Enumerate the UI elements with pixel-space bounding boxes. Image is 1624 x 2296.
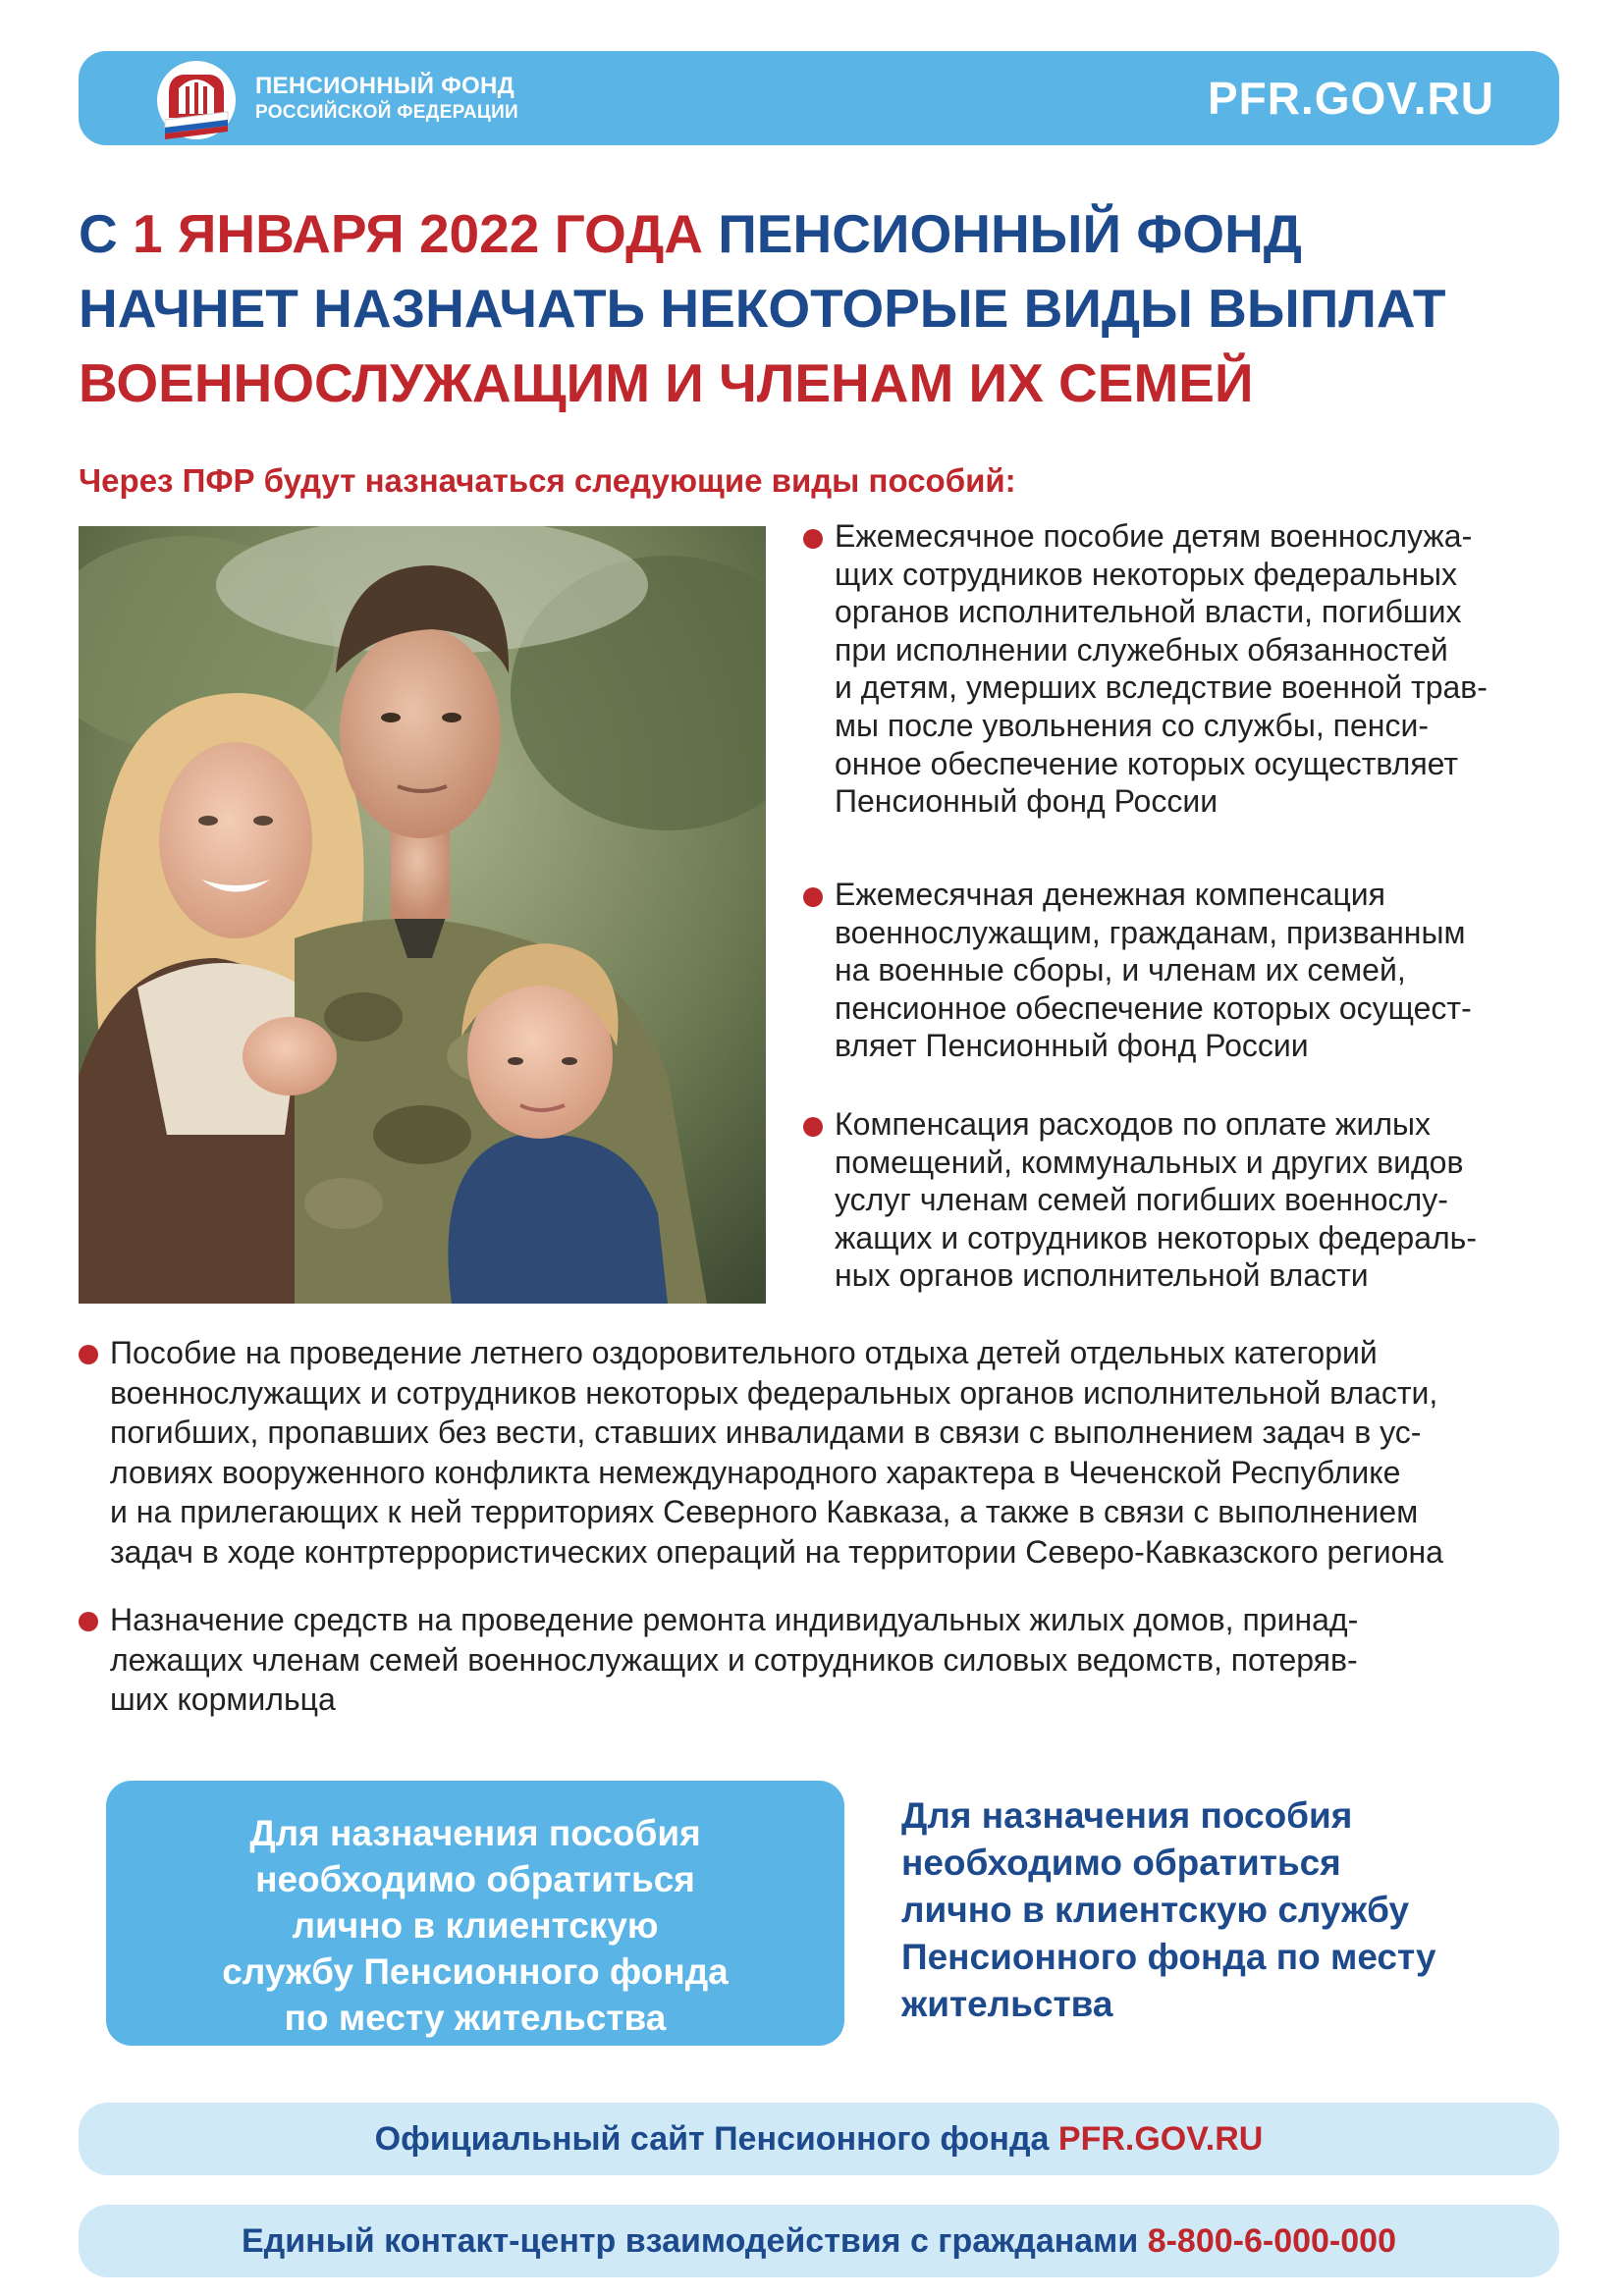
header-bar	[79, 51, 1559, 145]
org-name-line2: РОССИЙСКОЙ ФЕДЕРАЦИИ	[255, 102, 519, 123]
official-site-link[interactable]: PFR.GOV.RU	[1057, 2120, 1264, 2158]
family-photo	[79, 526, 766, 1304]
official-site-bar	[79, 2103, 1559, 2175]
benefit-item	[803, 517, 1589, 821]
benefit-item	[79, 1333, 1591, 1572]
bullet-icon	[79, 1612, 98, 1631]
page-title	[79, 196, 1571, 420]
title-suffix: ПЕНСИОННЫЙ ФОНД	[703, 203, 1302, 264]
bullet-icon	[803, 887, 823, 907]
benefit-text: Ежемесячная денежная компенсация военнослужащим, гражданам, призванным на военные сборы, и членам их семей, пенсионное обеспечение которых осущест- вляет Пенсионный фонд России	[835, 877, 1472, 1064]
benefit-text: Пособие на проведение летнего оздоровительного отдыха детей отдельных категорий военнослужащих и сотрудников некоторых федеральных органов исполнительной власти, погибших, пропавших без вести, ставших инвалидами в связи с выполнением задач в ус- ловиях вооруженного конфликта немеждународного характера в Чеченской Республике и на прилегающих к ней территориях Северного Кавказа, а также в связи с выполнением задач в ходе контртеррористических операций на территории Северо-Кавказского региона	[110, 1335, 1443, 1570]
title-date: 1 ЯНВАРЯ 2022 ГОДА	[133, 203, 703, 264]
benefit-item	[803, 876, 1589, 1065]
header-site-link[interactable]: PFR.GOV.RU	[1207, 73, 1494, 124]
benefit-item	[803, 1105, 1589, 1295]
bullet-icon	[803, 1117, 823, 1137]
notice-box	[106, 1781, 844, 2046]
pfr-emblem-icon	[155, 59, 238, 141]
benefit-item	[79, 1600, 1591, 1720]
title-line-3: ВОЕННОСЛУЖАЩИМ И ЧЛЕНАМ ИХ СЕМЕЙ	[79, 352, 1254, 413]
title-prefix: С	[79, 203, 133, 264]
bullet-icon	[803, 529, 823, 549]
notice-text: Для назначения пособия необходимо обратиться лично в клиентскую службу Пенсионного фонда по месту жительства	[901, 1795, 1436, 2024]
title-line-2: НАЧНЕТ НАЗНАЧАТЬ НЕКОТОРЫЕ ВИДЫ ВЫПЛАТ	[79, 278, 1446, 339]
contact-phone-link[interactable]: 8-800-6-000-000	[1147, 2222, 1396, 2260]
title-line-1	[79, 196, 1571, 271]
benefit-text: Назначение средств на проведение ремонта индивидуальных жилых домов, принад- лежащих членам семей военнослужащих и сотрудников силовых ведомств, потеряв- ших кормильца	[110, 1602, 1359, 1717]
organization-name	[255, 73, 518, 126]
benefit-text: Компенсация расходов по оплате жилых помещений, коммунальных и других видов услуг членам семей погибших военнослу- жащих и сотрудников некоторых федераль- ных органов исполнительной власти	[835, 1106, 1477, 1294]
contact-center-label: Единый контакт-центр взаимодействия с гражданами	[242, 2222, 1148, 2260]
contact-center-bar	[79, 2205, 1559, 2277]
benefits-subtitle: Через ПФР будут назначаться следующие виды пособий:	[79, 462, 1016, 499]
org-name-line1: ПЕНСИОННЫЙ ФОНД	[255, 73, 514, 99]
bullet-icon	[79, 1345, 98, 1364]
benefit-text: Ежемесячное пособие детям военнослужа- щих сотрудников некоторых федеральных органов исполнительной власти, погибших при исполнении служебных обязанностей и детям, умерших вследствие военной трав- мы после увольнения со службы, пенси- онное обеспечение которых осуществляет Пенсионный фонд России	[835, 518, 1488, 820]
notice-box-text: Для назначения пособия необходимо обратиться лично в клиентскую службу Пенсионного фонда по месту жительства	[222, 1813, 729, 2038]
official-site-label: Официальный сайт Пенсионного фонда	[374, 2120, 1058, 2158]
